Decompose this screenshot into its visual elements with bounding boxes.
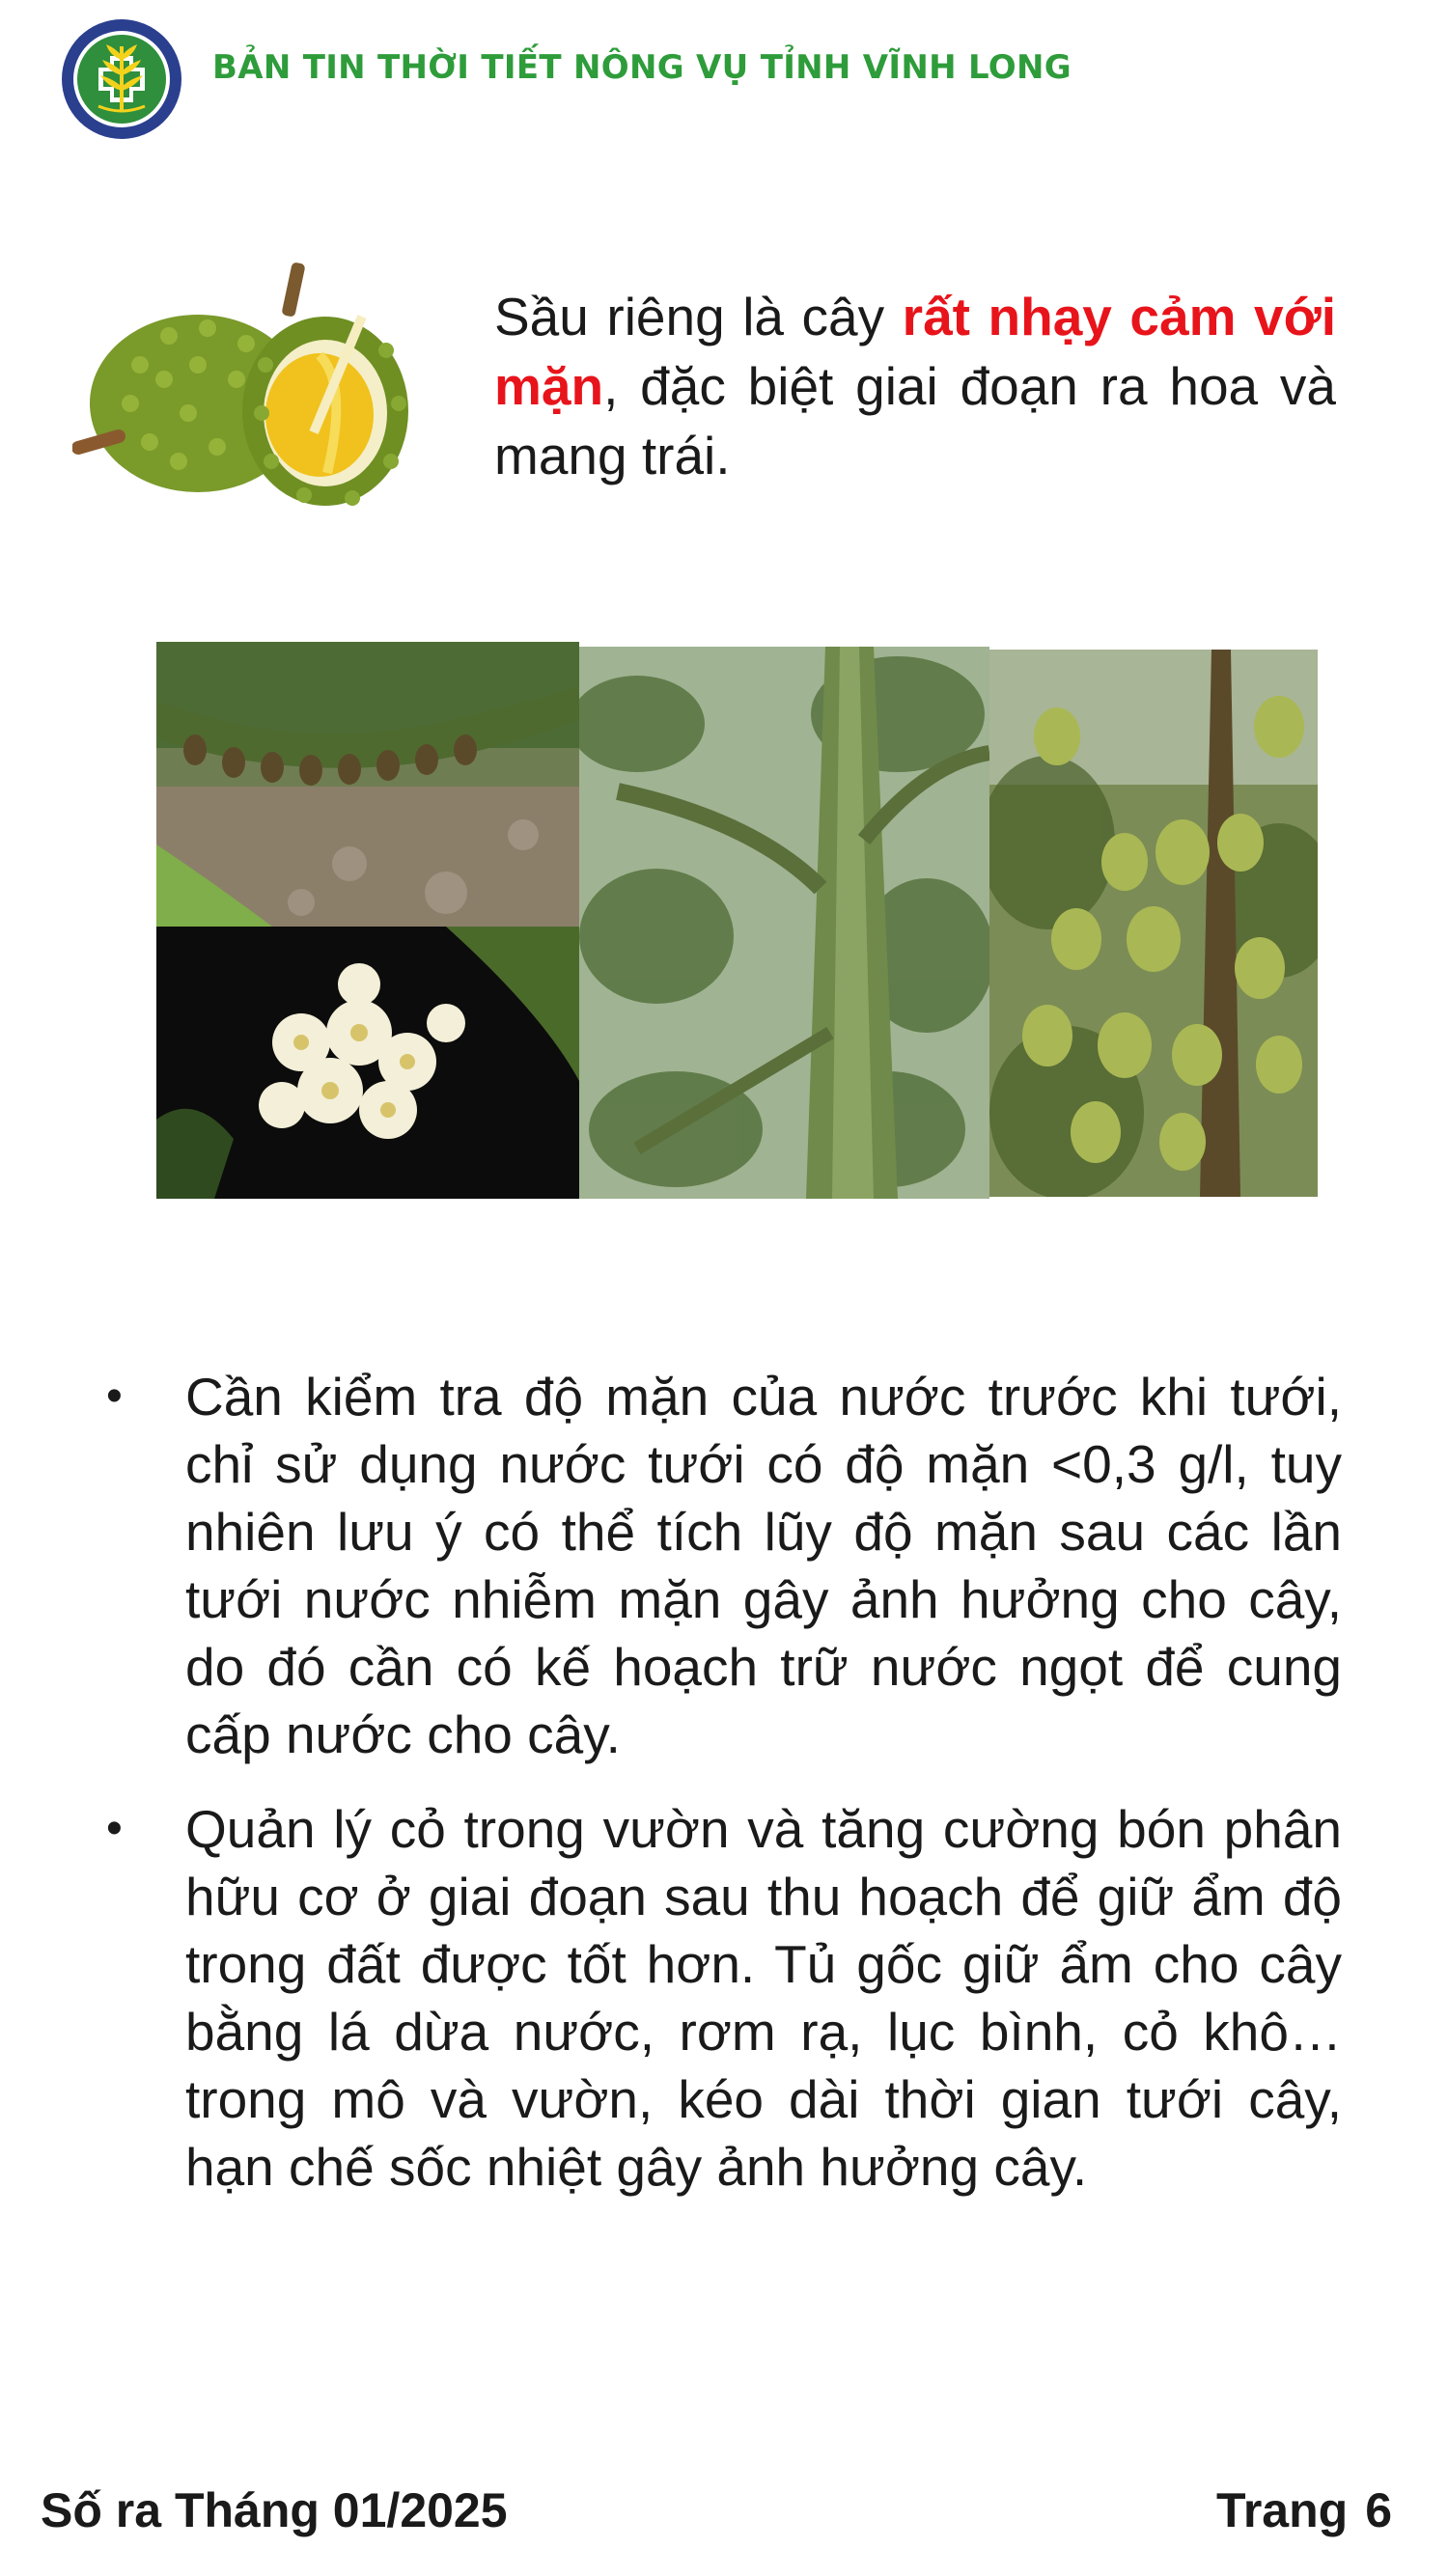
intro-paragraph (494, 282, 1336, 490)
bullet-icon: • (106, 1371, 123, 1422)
list-item-text: Quản lý cỏ trong vườn và tăng cường bón phân hữu cơ ở giai đoạn sau thu hoạch để giữ ẩm độ trong đất được tốt hơn. Tủ gốc giữ ẩm cho cây bằng lá dừa nước, rơm rạ, lục bình, cỏ khô… trong mô và vườn, kéo dài thời gian tưới cây, hạn chế sốc nhiệt gây ảnh hưởng cây. (185, 1799, 1342, 2197)
durian-tree-trunk-photo (579, 647, 989, 1199)
recommendation-list (106, 1363, 1342, 2228)
list-item (106, 1363, 1342, 1768)
page-indicator (1216, 2482, 1392, 2538)
bullet-icon: • (106, 1803, 123, 1854)
page-number: 6 (1365, 2483, 1392, 2537)
issue-label: Số ra Tháng 01/2025 (41, 2483, 508, 2537)
list-item (106, 1795, 1342, 2201)
intro-text-start: Sầu riêng là cây (494, 287, 903, 346)
durian-fruit-illustration (72, 259, 410, 524)
intro-text-end: , đặc biệt giai đoạn ra hoa và mang trái. (494, 356, 1336, 485)
durian-branch-buds-photo (156, 642, 579, 927)
agriculture-emblem-logo (60, 17, 183, 141)
salinity-sensitivity-highlight: rất nhạy cảm với mặn (494, 287, 1336, 416)
list-item-text: Cần kiểm tra độ mặn của nước trước khi tưới, chỉ sử dụng nước tưới có độ mặn <0,3 g/l, tuy nhiên lưu ý có thể tích lũy độ mặn sau các lần tưới nước nhiễm mặn gây ảnh hưởng cho cây, do đó cần có kế hoạch trữ nước ngọt để cung cấp nước cho cây. (185, 1367, 1342, 1764)
page-label: Trang (1216, 2483, 1349, 2537)
durian-flower-cluster-photo (156, 927, 579, 1199)
bulletin-title: BẢN TIN THỜI TIẾT NÔNG VỤ TỈNH VĨNH LONG (212, 48, 1072, 87)
durian-fruits-on-tree-photo (989, 650, 1318, 1197)
